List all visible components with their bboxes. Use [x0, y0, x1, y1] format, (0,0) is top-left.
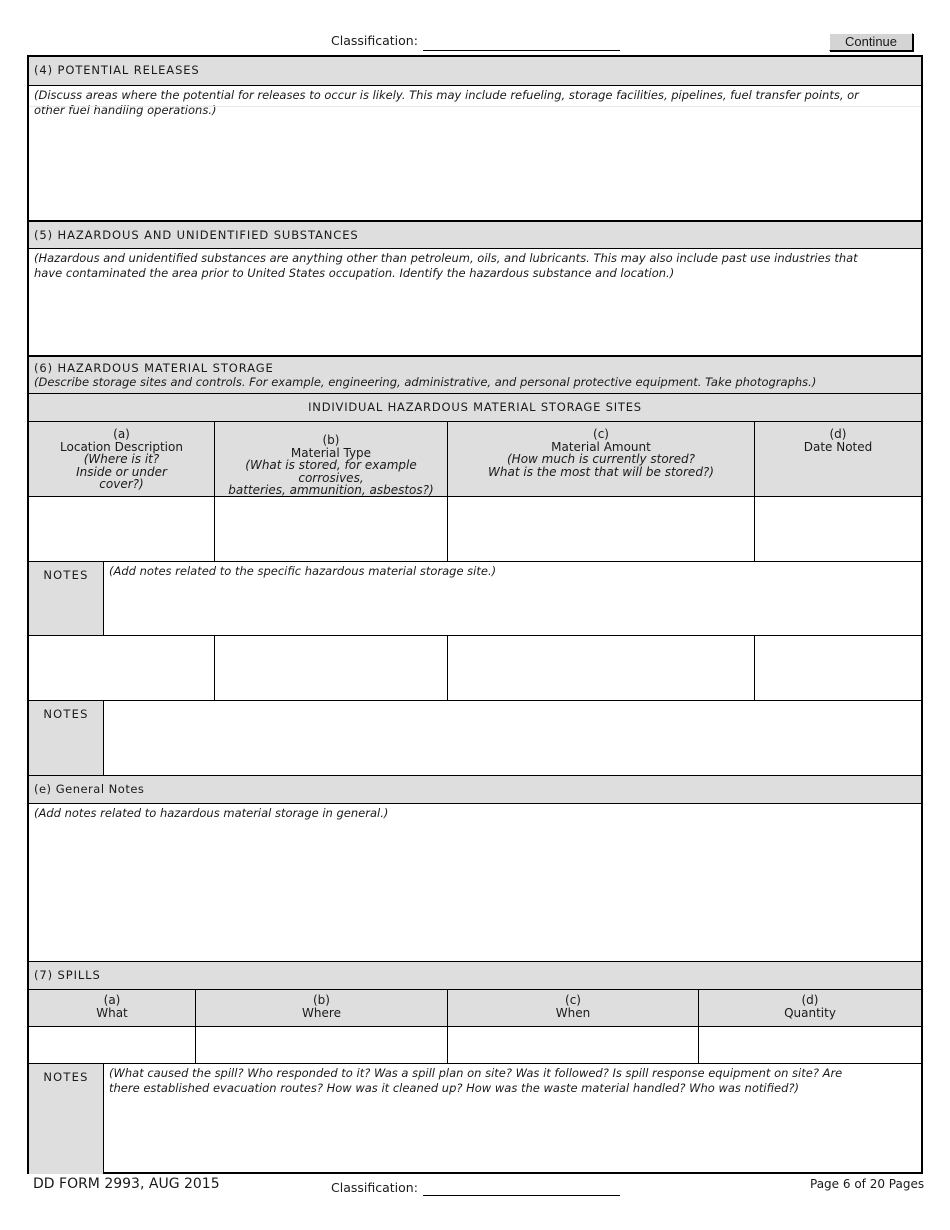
col-c-name: When — [555, 1005, 591, 1020]
col-b-name: Material Type — [290, 445, 372, 460]
col-a-hint-1: (Where is it? — [83, 452, 160, 466]
section-6-header — [29, 355, 921, 393]
spills-table-header — [29, 989, 921, 1026]
spills-col-d-header — [699, 990, 921, 1026]
col-b-letter: (b) — [313, 993, 330, 1007]
col-d-name: Quantity — [784, 1005, 836, 1020]
storage-col-d-header — [755, 422, 921, 496]
notes-label: NOTES — [29, 562, 104, 635]
footer-classification-field[interactable] — [423, 1182, 620, 1196]
section-5-header — [29, 220, 921, 248]
section-5-hint: (Hazardous and unidentified substances are anything other than petroleum, oils, and lubricants. This may also include past use industries that have contaminated the area prior to United States occupation. Identify the hazardous substance and location.) — [34, 251, 858, 280]
form-body — [27, 55, 923, 1174]
col-b-hint-2: batteries, ammunition, asbestos?) — [228, 483, 434, 497]
header-classification-field[interactable] — [423, 37, 620, 51]
col-d-letter: (d) — [801, 993, 819, 1007]
continue-button[interactable]: Continue — [829, 33, 913, 51]
general-notes-title: (e) General Notes — [34, 782, 145, 796]
notes-label: NOTES — [29, 701, 104, 775]
section-5-title: (5) HAZARDOUS AND UNIDENTIFIED SUBSTANCES — [34, 228, 359, 242]
section-7-header — [29, 961, 921, 989]
spills-col-b-header — [196, 990, 448, 1026]
spill-row — [29, 1026, 921, 1063]
storage-table-title: INDIVIDUAL HAZARDOUS MATERIAL STORAGE SITES — [308, 400, 642, 414]
storage-material-type-field[interactable] — [215, 636, 448, 700]
storage-notes-field[interactable] — [105, 701, 921, 775]
storage-col-a-header — [29, 422, 215, 496]
section-6-title: (6) HAZARDOUS MATERIAL STORAGE — [34, 361, 274, 375]
footer-classification-label: Classification: — [331, 1180, 418, 1195]
storage-notes-row — [29, 561, 921, 635]
general-notes-hint: (Add notes related to hazardous material storage in general.) — [34, 806, 389, 820]
col-c-name: Material Amount — [551, 439, 651, 454]
storage-table-title-row — [29, 393, 921, 421]
storage-location-field[interactable] — [29, 636, 215, 700]
notes-label: NOTES — [29, 1064, 104, 1174]
col-a-name: Location Description — [60, 439, 183, 454]
general-notes-field[interactable] — [29, 803, 921, 961]
col-a-hint-3: cover?) — [99, 477, 144, 491]
storage-notes-row — [29, 700, 921, 775]
section-4-title: (4) POTENTIAL RELEASES — [34, 63, 200, 77]
storage-notes-field[interactable] — [105, 562, 921, 635]
section-6-hint: (Describe storage sites and controls. For example, engineering, administrative, and personal protective equipment. Take photographs.) — [34, 375, 817, 389]
storage-material-type-field[interactable] — [215, 497, 448, 561]
spill-notes-field[interactable] — [105, 1064, 921, 1174]
spill-notes-hint: (What caused the spill? Who responded to it? Was a spill plan on site? Was it followed? Is spill response equipment on site? Are there established evacuation routes? How was it cleaned up? How was the waste material handled? Who was notified?) — [109, 1066, 843, 1095]
field-guide-line — [29, 106, 921, 107]
storage-date-field[interactable] — [755, 636, 921, 700]
col-b-hint-1: (What is stored, for example corrosives, — [245, 458, 417, 485]
col-a-hint-2: Inside or under — [76, 464, 167, 479]
storage-col-b-header — [215, 422, 448, 496]
header-classification-label: Classification: — [331, 33, 418, 48]
storage-notes-hint: (Add notes related to the specific hazardous material storage site.) — [109, 564, 497, 578]
section-4-header — [29, 57, 921, 85]
section-7-title: (7) SPILLS — [34, 968, 101, 982]
general-notes-header — [29, 775, 921, 803]
col-a-letter: (a) — [113, 427, 130, 441]
col-c-hint-2: What is the most that will be stored?) — [488, 464, 714, 479]
col-c-letter: (c) — [593, 427, 609, 441]
storage-material-amount-field[interactable] — [448, 636, 755, 700]
form-id: DD FORM 2993, AUG 2015 — [33, 1176, 220, 1192]
spill-where-field[interactable] — [196, 1027, 448, 1063]
col-c-letter: (c) — [565, 993, 581, 1007]
col-b-letter: (b) — [322, 433, 340, 447]
col-d-letter: (d) — [829, 427, 847, 441]
col-c-hint-1: (How much is currently stored? — [506, 452, 695, 466]
spill-quantity-field[interactable] — [699, 1027, 921, 1063]
col-b-name: Where — [302, 1005, 341, 1020]
storage-table-header — [29, 421, 921, 496]
section-4-hint: (Discuss areas where the potential for releases to occur is likely. This may include refueling, storage facilities, pipelines, fuel transfer points, or other fuel handling operations.) — [34, 88, 859, 117]
storage-col-c-header — [448, 422, 755, 496]
spill-notes-row — [29, 1063, 921, 1174]
storage-date-field[interactable] — [755, 497, 921, 561]
section-4-field[interactable] — [29, 85, 921, 220]
spill-what-field[interactable] — [29, 1027, 196, 1063]
col-a-name: What — [96, 1005, 128, 1020]
spills-col-c-header — [448, 990, 699, 1026]
section-5-field[interactable] — [29, 248, 921, 356]
col-d-name: Date Noted — [803, 439, 873, 454]
spill-when-field[interactable] — [448, 1027, 699, 1063]
page-number: Page 6 of 20 Pages — [810, 1177, 925, 1191]
storage-site-row — [29, 635, 921, 700]
spills-col-a-header — [29, 990, 196, 1026]
col-a-letter: (a) — [103, 993, 121, 1007]
storage-location-field[interactable] — [29, 497, 215, 561]
storage-site-row — [29, 496, 921, 561]
storage-material-amount-field[interactable] — [448, 497, 755, 561]
